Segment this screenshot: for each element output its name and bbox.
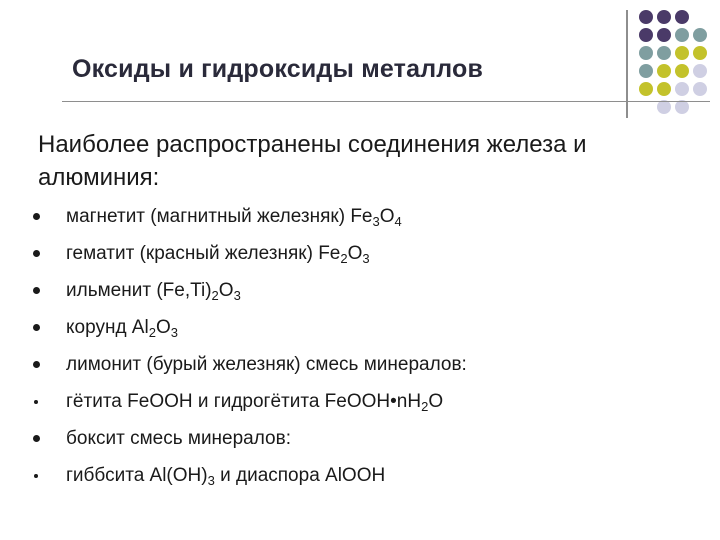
item-text: O <box>428 391 444 412</box>
item-text: гематит (красный железняк) Fe <box>66 243 341 264</box>
subscript: 3 <box>362 251 370 266</box>
subscript: 4 <box>394 214 402 229</box>
subscript: 3 <box>372 214 380 229</box>
decor-dot <box>693 64 707 78</box>
bullet-icon <box>33 324 40 331</box>
decor-dot <box>693 28 707 42</box>
item-text: ильменит (Fe,Ti) <box>66 280 212 301</box>
item-text: магнетит (магнитный железняк) Fe <box>66 206 373 227</box>
item-text: O <box>379 206 395 227</box>
decor-dot <box>675 10 689 24</box>
item-text: гиббсита Al(OH) <box>66 465 208 486</box>
intro-text: Наиболее распространены соединения железа и алюминия: <box>38 131 587 191</box>
subscript: 2 <box>148 325 156 340</box>
decor-dot <box>639 28 653 42</box>
decor-dot <box>675 28 689 42</box>
bullet-icon <box>34 400 38 404</box>
decor-dot <box>675 82 689 96</box>
item-text: гётита FeOOH и гидрогётита FeOOH•nH <box>66 391 422 412</box>
decor-dot <box>657 28 671 42</box>
list-item <box>30 198 467 235</box>
slide-title: Оксиды и гидроксиды металлов <box>72 55 484 83</box>
bullet-icon <box>33 250 40 257</box>
item-text: O <box>155 317 171 338</box>
decor-dot <box>657 10 671 24</box>
bullet-icon <box>33 213 40 220</box>
decor-dot <box>675 100 689 114</box>
list-item <box>30 457 467 494</box>
subscript: 3 <box>170 325 178 340</box>
decor-dot <box>657 82 671 96</box>
horizontal-rule <box>62 101 710 102</box>
decor-dot <box>693 82 707 96</box>
bullet-icon <box>34 474 38 478</box>
list-item <box>30 346 467 383</box>
decor-dot <box>639 10 653 24</box>
list-item <box>30 309 467 346</box>
mineral-list <box>30 198 467 494</box>
bullet-icon <box>33 287 40 294</box>
decor-dot <box>693 10 707 24</box>
decor-dot <box>639 46 653 60</box>
decor-dot <box>693 100 707 114</box>
item-text: лимонит (бурый железняк) смесь минералов: <box>66 354 467 375</box>
decor-dot <box>675 46 689 60</box>
decor-dot <box>657 64 671 78</box>
subscript: 2 <box>340 251 348 266</box>
subscript: 2 <box>211 288 219 303</box>
list-item <box>30 383 467 420</box>
bullet-icon <box>33 361 40 368</box>
bullet-icon <box>33 435 40 442</box>
item-text: O <box>347 243 363 264</box>
item-text: корунд Al <box>66 317 149 338</box>
decor-dot <box>639 82 653 96</box>
decor-dot <box>657 100 671 114</box>
decorative-dot-grid <box>639 10 707 114</box>
list-item <box>30 420 467 457</box>
list-item <box>30 235 467 272</box>
item-text: и диаспора AlOOH <box>214 465 386 486</box>
decor-dot <box>693 46 707 60</box>
decor-dot <box>657 46 671 60</box>
item-text: боксит смесь минералов: <box>66 428 291 449</box>
decor-dot <box>675 64 689 78</box>
list-item <box>30 272 467 309</box>
item-text: O <box>218 280 234 301</box>
subscript: 3 <box>233 288 241 303</box>
subscript: 3 <box>207 473 215 488</box>
subscript: 2 <box>421 399 429 414</box>
decor-dot <box>639 64 653 78</box>
decor-dot <box>639 100 653 114</box>
